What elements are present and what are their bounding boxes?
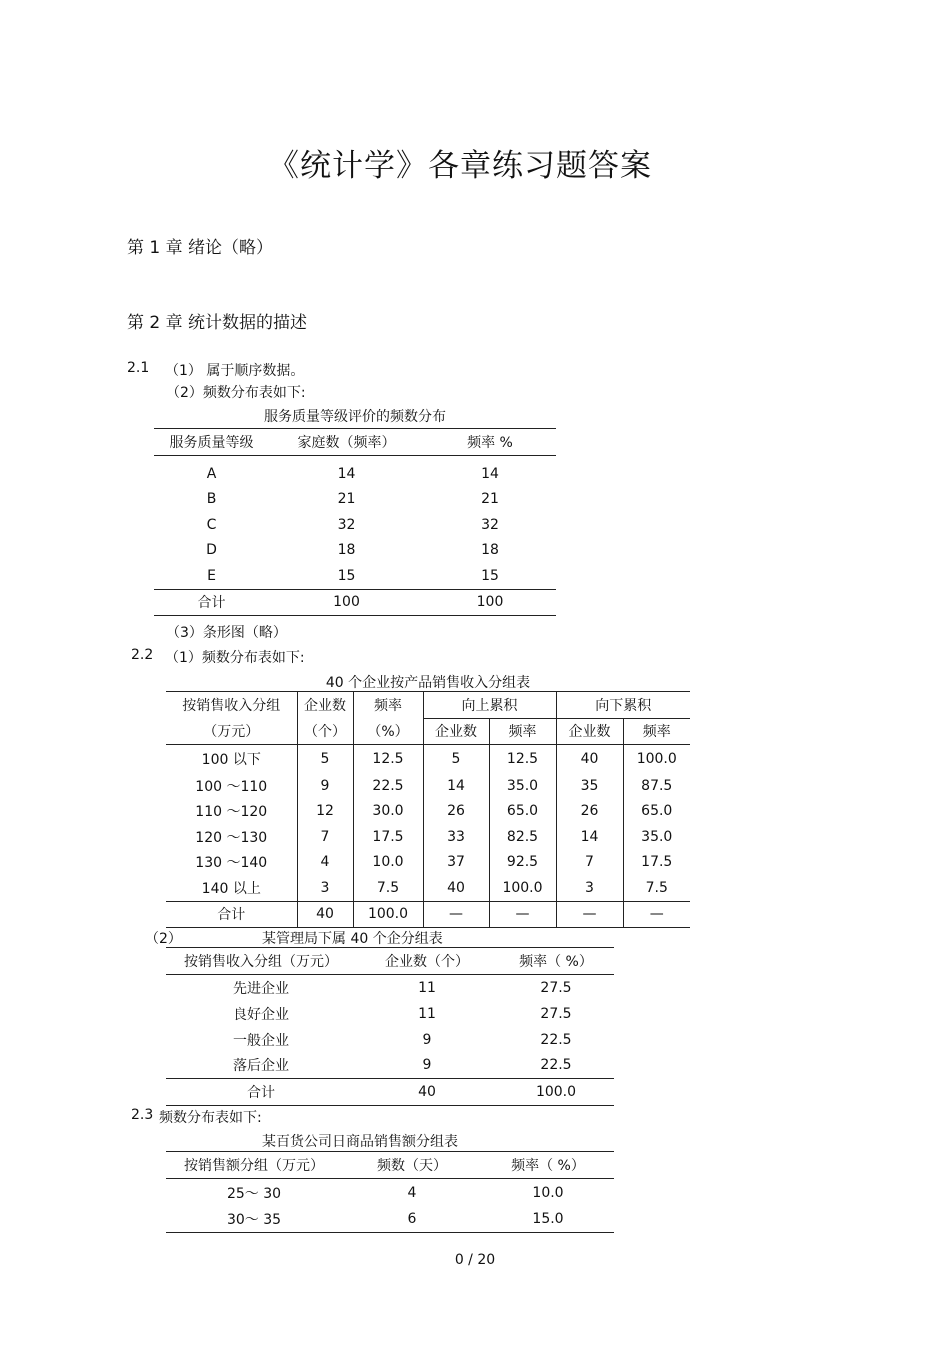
table-cell: 30～ 35: [226, 1212, 282, 1229]
table-cell: 14: [337, 465, 356, 482]
table-cell: 100: [333, 594, 360, 611]
table-header-row: [166, 1152, 614, 1179]
table-cell: 7: [556, 850, 623, 876]
table-cell: 15.0: [532, 1211, 564, 1228]
table-row: [166, 1002, 614, 1028]
table-cell: 10.0: [532, 1184, 564, 1201]
table-cell: 40: [423, 875, 489, 901]
header-cell: 企业数: [297, 692, 353, 719]
table-cell: —: [423, 901, 489, 928]
section-2-3-number: 2.3: [131, 1107, 154, 1123]
table-cell: 33: [423, 824, 489, 850]
table-header-row: [166, 948, 614, 975]
table-cell: 14: [556, 824, 623, 850]
page-number: 0 / 20: [454, 1252, 496, 1268]
table-row: [166, 850, 690, 876]
table-cell: 9: [297, 773, 353, 799]
section-2-1-item-2: （2）频数分布表如下:: [166, 385, 306, 401]
table-cell: 15: [481, 567, 499, 584]
table-total-row: [166, 901, 690, 928]
section-2-2-item-2: （2）: [145, 931, 182, 947]
section-2-2-number: 2.2: [131, 647, 154, 663]
table-cell: 100.0: [353, 901, 423, 928]
table-cell: 12.5: [489, 745, 556, 774]
table-cell: 32: [481, 516, 499, 533]
table-cell: 9: [422, 1057, 432, 1074]
table-row: [154, 538, 556, 564]
chapter-2-heading: 第 2 章 统计数据的描述: [127, 313, 308, 333]
table-row: [154, 512, 556, 538]
chapter-1-heading: 第 1 章 绪论（略）: [127, 238, 274, 258]
table-cell: —: [489, 901, 556, 928]
table-cell: 65.0: [489, 799, 556, 825]
table-cell: 11: [418, 1006, 436, 1023]
header-cell: 频率（ %）: [482, 1152, 614, 1179]
table-row: [166, 1207, 614, 1233]
table-cell: 100: [476, 594, 504, 611]
table-row: [154, 563, 556, 589]
table-cell: 一般企业: [233, 1032, 289, 1049]
header-cell: 向下累积: [556, 692, 690, 719]
section-2-1-item-1: （1） 属于顺序数据。: [165, 363, 305, 379]
table-row: [166, 1053, 614, 1079]
table-cell: 35.0: [623, 824, 690, 850]
table-cell: 22.5: [353, 773, 423, 799]
table-cell: 良好企业: [233, 1007, 289, 1024]
table-cell: 82.5: [489, 824, 556, 850]
table-cell: 5: [297, 745, 353, 774]
table-cell: 3: [556, 875, 623, 901]
table-cell: C: [206, 516, 217, 533]
table-cell: 25～ 30: [226, 1185, 282, 1202]
table-cell: 18: [481, 542, 499, 559]
table-cell: 40: [556, 745, 623, 774]
table-cell: 先进企业: [233, 981, 289, 997]
table-cell: 9: [422, 1031, 432, 1048]
header-cell: 频率（ %）: [498, 948, 614, 975]
table-header-row: [166, 718, 690, 745]
header-cell: 按销售额分组（万元）: [166, 1152, 342, 1179]
table-cell: 4: [407, 1184, 417, 1201]
header-cell: 服务质量等级: [154, 429, 269, 456]
table-cell: 22.5: [540, 1031, 572, 1048]
table-cell: —: [556, 901, 623, 928]
table-cell: 30.0: [353, 799, 423, 825]
table-cell: 合计: [217, 907, 246, 924]
table-cell: 14: [423, 773, 489, 799]
daily-sales-table: [166, 1151, 614, 1233]
header-cell: （%）: [353, 718, 423, 745]
table-cell: 落后企业: [233, 1058, 289, 1075]
table-cell: 4: [297, 850, 353, 876]
table-cell: 140 以上: [201, 880, 261, 897]
header-cell: 频率: [353, 692, 423, 719]
table-cell: 40: [297, 901, 353, 928]
header-cell: 频率: [489, 718, 556, 745]
table-cell: 130 ～140: [195, 855, 268, 872]
table-row: [166, 974, 614, 1002]
table-cell: 11: [418, 980, 436, 996]
table-cell: 35: [556, 773, 623, 799]
table-row: [166, 799, 690, 825]
header-cell: 企业数: [423, 718, 489, 745]
table-cell: B: [206, 491, 217, 508]
table-cell: 65.0: [623, 799, 690, 825]
table-cell: 100 以下: [201, 752, 261, 768]
header-cell: 按销售收入分组（万元）: [166, 948, 356, 975]
section-2-1-number: 2.1: [127, 360, 150, 376]
table-cell: 5: [423, 745, 489, 774]
table-cell: 10.0: [353, 850, 423, 876]
table-cell: 7: [297, 824, 353, 850]
header-cell: 频率: [623, 718, 690, 745]
table-row: [166, 745, 690, 774]
table-cell: 87.5: [623, 773, 690, 799]
table-cell: E: [207, 567, 216, 584]
table-cell: 7.5: [353, 875, 423, 901]
header-cell: 企业数: [556, 718, 623, 745]
table-cell: 27.5: [540, 980, 572, 996]
table-cell: D: [206, 542, 217, 559]
document-title: 《统计学》各章练习题答案: [268, 148, 652, 184]
section-2-1-item-3: （3）条形图（略）: [166, 625, 287, 641]
table-cell: 合计: [247, 1084, 275, 1101]
table-cell: 12: [297, 799, 353, 825]
table-row: [166, 773, 690, 799]
table-cell: 40: [418, 1083, 436, 1100]
table-cell: 92.5: [489, 850, 556, 876]
table-header-row: [166, 692, 690, 719]
header-cell: （个）: [297, 718, 353, 745]
table-cell: A: [206, 465, 217, 482]
section-2-2-item-1: （1）频数分布表如下:: [165, 650, 305, 666]
table-cell: 35.0: [489, 773, 556, 799]
table-row: [154, 487, 556, 513]
enterprise-group-table: [166, 947, 614, 1106]
table-cell: 100.0: [535, 1083, 577, 1100]
table-cell: 12.5: [353, 745, 423, 774]
table-row: [166, 1027, 614, 1053]
table-cell: 21: [481, 491, 499, 508]
table-cell: 17.5: [623, 850, 690, 876]
header-cell: 家庭数（频率）: [269, 429, 424, 456]
table-cell: 100.0: [489, 875, 556, 901]
table-row: [166, 875, 690, 901]
table-total-row: [154, 589, 556, 616]
table-cell: 22.5: [540, 1057, 572, 1074]
table-row: [166, 1178, 614, 1207]
sales-income-table: [166, 691, 690, 928]
table-cell: 100 ～110: [195, 778, 268, 795]
table-cell: 17.5: [353, 824, 423, 850]
table-cell: —: [623, 901, 690, 928]
table-caption: 某百货公司日商品销售额分组表: [262, 1134, 458, 1150]
table-header-row: [154, 429, 556, 456]
table-cell: 6: [407, 1211, 417, 1228]
table-cell: 120 ～130: [195, 829, 268, 846]
table-cell: 26: [423, 799, 489, 825]
table-caption: 40 个企业按产品销售收入分组表: [325, 675, 531, 691]
table-cell: 100.0: [623, 745, 690, 774]
table-cell: 3: [297, 875, 353, 901]
table-cell: 27.5: [540, 1006, 572, 1023]
table-cell: 15: [337, 567, 356, 584]
service-quality-table: [154, 428, 556, 616]
table-cell: 14: [481, 465, 499, 482]
table-cell: 110 ～120: [195, 804, 268, 821]
table-row: [166, 824, 690, 850]
table-cell: 26: [556, 799, 623, 825]
table-cell: 21: [337, 491, 356, 508]
header-cell: 按销售收入分组: [166, 692, 297, 719]
table-row: [154, 461, 556, 487]
header-cell: （万元）: [203, 724, 260, 740]
table-cell: 32: [337, 516, 356, 533]
header-cell: 企业数（个）: [356, 948, 498, 975]
section-2-3-item-1: 频数分布表如下:: [159, 1110, 262, 1126]
table-cell: 7.5: [623, 875, 690, 901]
table-cell: 37: [423, 850, 489, 876]
header-cell: 频数（天）: [342, 1152, 482, 1179]
header-cell: 向上累积: [423, 692, 556, 719]
table-caption: 某管理局下属 40 个企分组表: [262, 931, 443, 947]
header-cell: 频率 %: [424, 429, 556, 456]
table-caption: 服务质量等级评价的频数分布: [264, 409, 446, 425]
table-total-row: [166, 1079, 614, 1106]
table-cell: 18: [337, 542, 356, 559]
table-cell: 合计: [197, 595, 226, 612]
